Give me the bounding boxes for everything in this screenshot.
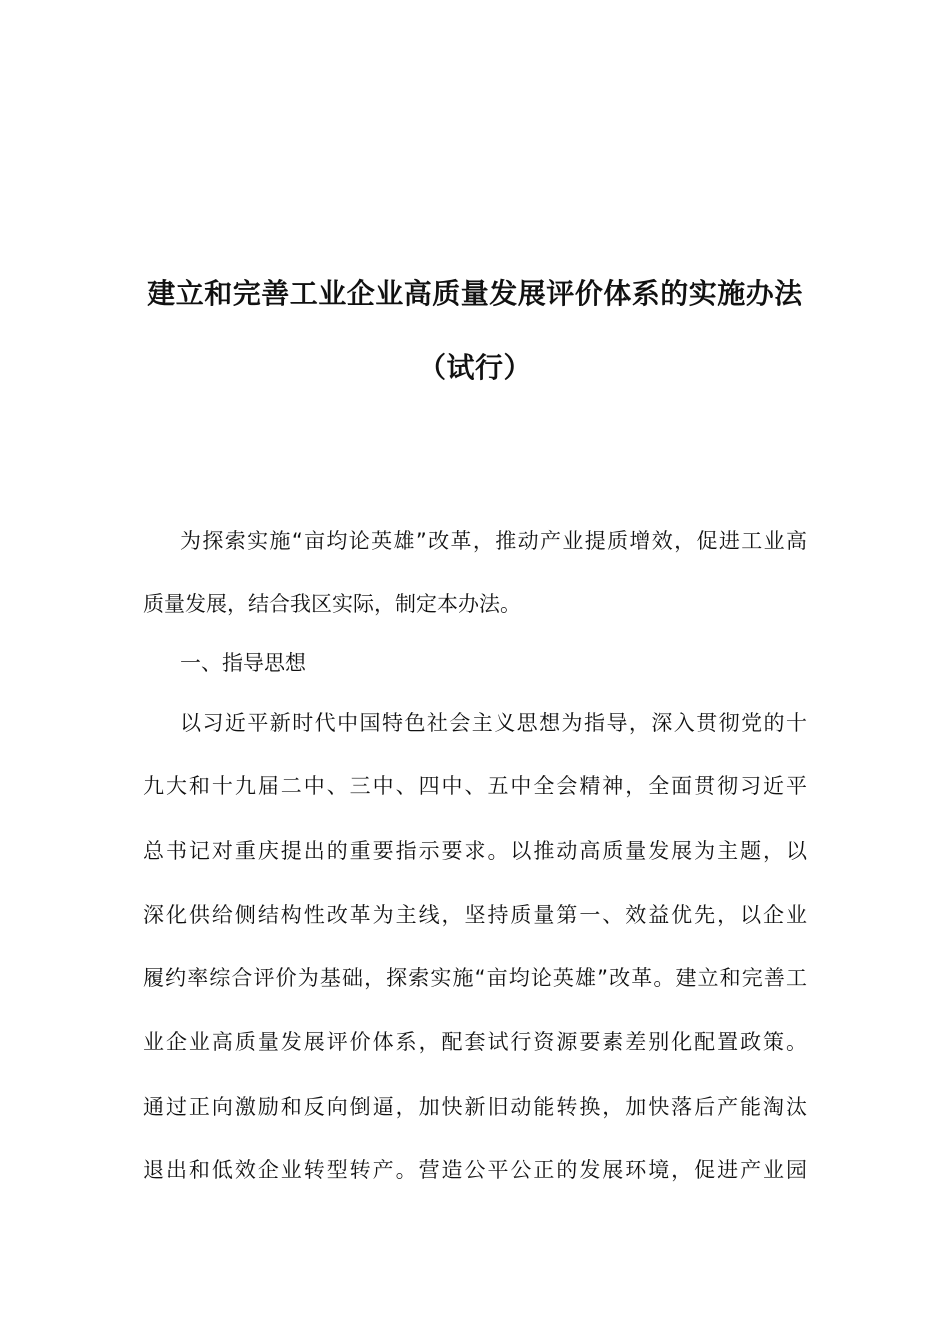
section-heading: 一、指导思想 [180,651,306,675]
paragraph-line: 履约率综合评价为基础，探索实施“亩均论英雄”改革。建立和完善工 [143,966,807,990]
paragraph-line: 总书记对重庆提出的重要指示要求。以推动高质量发展为主题，以 [143,839,807,863]
paragraph-line: 业企业高质量发展评价体系，配套试行资源要素差别化配置政策。 [143,1030,807,1054]
paragraph-line: 以习近平新时代中国特色社会主义思想为指导，深入贯彻党的十 [180,711,807,735]
paragraph-line: 质量发展，结合我区实际，制定本办法。 [143,592,521,616]
paragraph-line: 九大和十九届二中、三中、四中、五中全会精神，全面贯彻习近平 [143,774,807,798]
paragraph-line: 通过正向激励和反向倒逼，加快新旧动能转换，加快落后产能淘汰 [143,1095,807,1119]
paragraph-line: 退出和低效企业转型转产。营造公平公正的发展环境，促进产业园 [143,1158,807,1182]
paragraph-line: 为探索实施“亩均论英雄”改革，推动产业提质增效，促进工业高 [180,529,807,553]
paragraph-line: 深化供给侧结构性改革为主线，坚持质量第一、效益优先，以企业 [143,903,807,927]
document-subtitle: （试行） [417,351,532,384]
document-title: 建立和完善工业企业高质量发展评价体系的实施办法 [147,277,803,310]
